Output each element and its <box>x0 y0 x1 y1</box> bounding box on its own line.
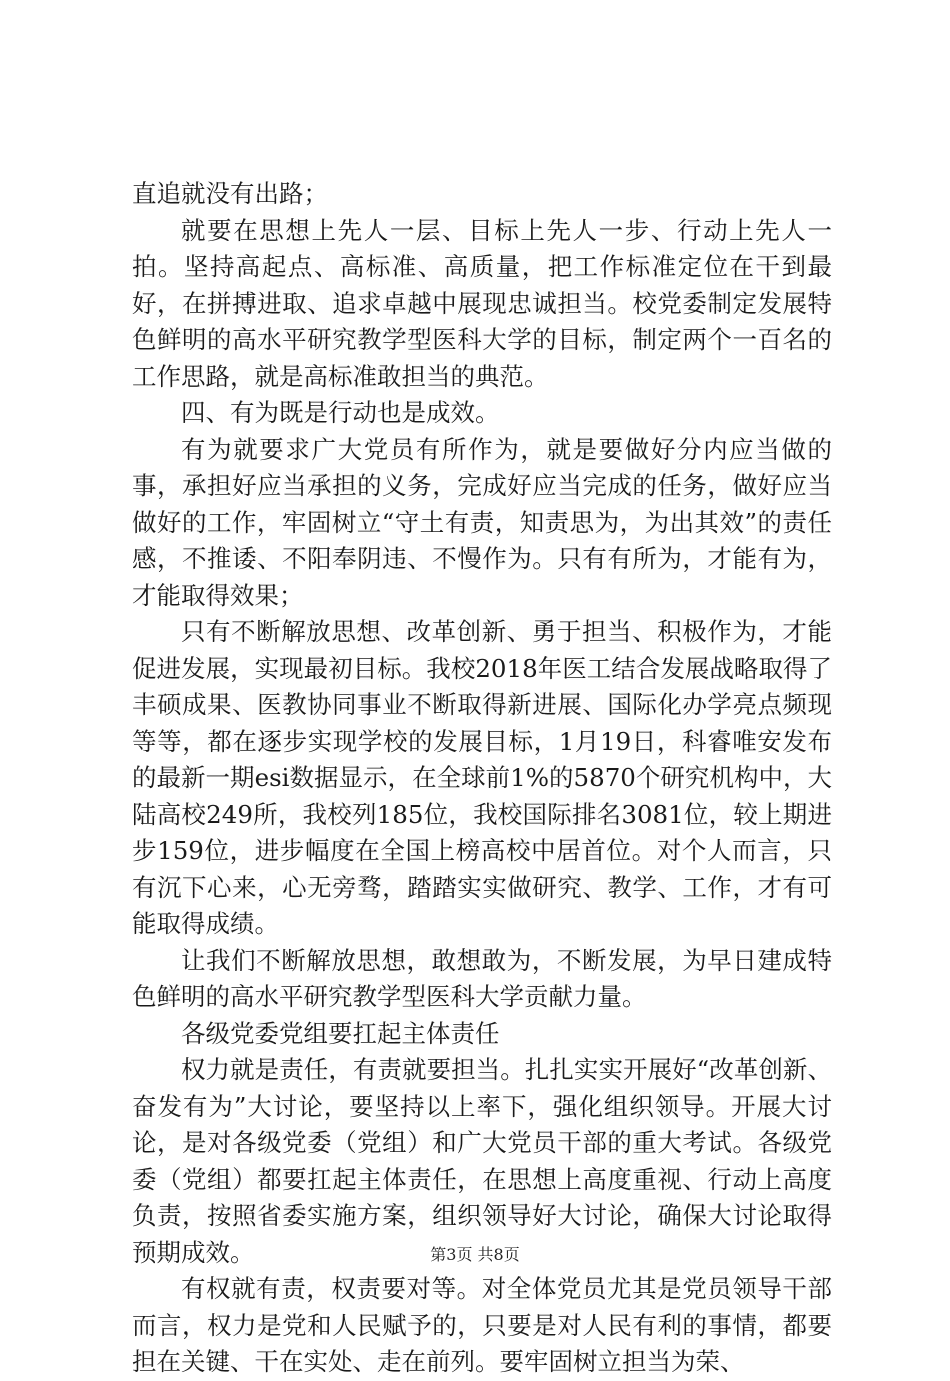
body-paragraph: 只有不断解放思想、改革创新、勇于担当、积极作为，才能促进发展，实现最初目标。我校2018年医工结合发展战略取得了丰硕成果、医教协同事业不断取得新进展、国际化办学亮点频现等等，都在逐步实现学校的发展目标，1月19日，科睿唯安发布的最新一期esi数据显示，在全球前1%的5870个研究机构中，大陆高校249所，我校列185位，我校国际排名3081位，较上期进步159位，进步幅度在全国上榜高校中居首位。对个人而言，只有沉下心来，心无旁骛，踏踏实实做研究、教学、工作，才有可能取得成绩。 <box>132 617 832 938</box>
page-footer: 第3页 共8页 <box>430 1245 520 1264</box>
body-paragraph: 有为就要求广大党员有所作为，就是要做好分内应当做的事，承担好应当承担的义务，完成好应当完成的任务，做好应当做好的工作，牢固树立“守土有责，知责思为，为出其效”的责任感，不推诿、不阳奉阴违、不慢作为。只有有所为，才能有为，才能取得效果； <box>132 434 832 610</box>
body-paragraph: 让我们不断解放思想，敢想敢为，不断发展，为早日建成特色鲜明的高水平研究教学型医科大学贡献力量。 <box>132 945 832 1011</box>
body-paragraph: 权力就是责任，有责就要担当。扎扎实实开展好“改革创新、奋发有为”大讨论，要坚持以上率下，强化组织领导。开展大讨论，是对各级党委（党组）和广大党员干部的重大考试。各级党委（党组）都要扛起主体责任，在思想上高度重视、行动上高度负责，按照省委实施方案，组织领导好大讨论，确保大讨论取得预期成效。 <box>132 1055 832 1267</box>
body-paragraph: 有权就有责，权责要对等。对全体党员尤其是党员领导干部而言，权力是党和人民赋予的，只要是对人民有利的事情，都要担在关键、干在实处、走在前列。要牢固树立担当为荣、 <box>132 1274 832 1376</box>
body-paragraph: 就要在思想上先人一层、目标上先人一步、行动上先人一拍。坚持高起点、高标准、高质量，把工作标准定位在干到最好，在拼搏进取、追求卓越中展现忠诚担当。校党委制定发展特色鲜明的高水平研究教学型医科大学的目标，制定两个一百名的工作思路，就是高标准敢担当的典范。 <box>132 215 832 391</box>
body-paragraph: 直追就没有出路； <box>132 179 328 208</box>
body-paragraph: 各级党委党组要扛起主体责任 <box>181 1018 500 1048</box>
body-paragraph: 四、有为既是行动也是成效。 <box>181 398 500 427</box>
document-body <box>132 176 832 1381</box>
